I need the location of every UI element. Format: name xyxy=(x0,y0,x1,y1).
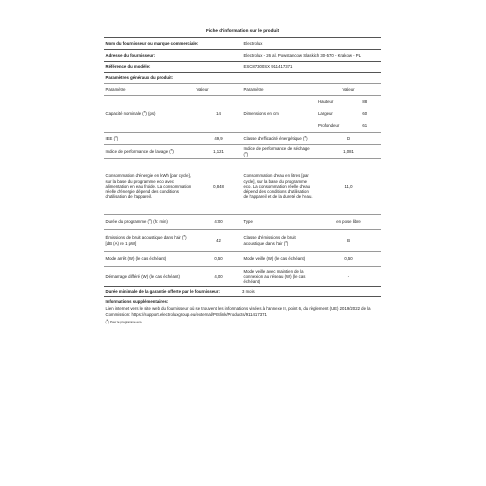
power-mode-row xyxy=(104,252,381,267)
general-parameters-heading: Paramètres généraux du produit: xyxy=(104,73,381,84)
info-table xyxy=(104,37,381,327)
capacity-label: Capacité nominale ($^a$) (ps) xyxy=(104,96,195,133)
model-value: ESC87300SX 911417371 xyxy=(242,62,381,73)
warranty-row xyxy=(104,287,381,297)
sheet-title: Fiche d'information sur le produit xyxy=(205,28,280,33)
additional-info-row xyxy=(104,297,381,328)
column-header-value-2: Valeur xyxy=(316,84,381,96)
warranty-label: Durée minimale de la garantie offerte par le fournisseur: xyxy=(104,287,242,297)
iee-row xyxy=(104,133,381,145)
column-header-row xyxy=(104,84,381,96)
energy-consumption-label: Consommation d'énergie en kWh [par cycle], sur la base du programme eco avec alimentation en eau froide. La consommation réelle d'énergie dépend des conditions d'utilisation de l'appareil. xyxy=(104,159,195,215)
supplier-address-value: Electrolux - 26 al. Powstancow Slaskich 30-570 - Krakow - PL xyxy=(242,50,381,62)
dimension-value: 60 xyxy=(362,111,368,117)
dimension-depth xyxy=(316,120,381,132)
cleaning-index-label: Indice de performance de lavage ($^a$) xyxy=(104,145,195,159)
delay-start-label: Démarrage différé (W) (le cas échéant) xyxy=(104,267,195,287)
dimension-width xyxy=(316,108,381,120)
standby-mode-label: Mode veille (W) (le cas échéant) xyxy=(242,252,316,267)
energy-class-label: Classe d'efficacité énergétique ($^a$) xyxy=(242,133,316,145)
delay-start-value: 4,00 xyxy=(195,267,242,287)
additional-info-cell xyxy=(104,297,381,328)
column-header-param-2: Paramètre xyxy=(242,84,316,96)
supplier-address-row xyxy=(104,50,381,62)
wash-row xyxy=(104,145,381,159)
type-label: Type xyxy=(242,215,316,230)
water-consumption-value: 11,0 xyxy=(316,159,381,215)
drying-index-label: Indice de performance de séchage ($^a$) xyxy=(242,145,316,159)
iee-label: IEE ($^a$) xyxy=(104,133,195,145)
model-row xyxy=(104,62,381,73)
general-header-row xyxy=(104,73,381,84)
column-header-value: Valeur xyxy=(195,84,242,96)
column-header-param: Paramètre xyxy=(104,84,195,96)
model-label: Référence du modèle: xyxy=(104,62,242,73)
off-mode-value: 0,50 xyxy=(195,252,242,267)
additional-info-heading: Informations supplémentaires: xyxy=(105,299,169,304)
dimension-label: Profondeur xyxy=(318,123,340,129)
dimension-value: 88 xyxy=(362,99,368,105)
dimension-label: Hauteur xyxy=(318,99,334,105)
product-information-sheet xyxy=(104,27,381,327)
delay-start-row xyxy=(104,267,381,287)
warranty-value: 3 mois xyxy=(242,287,381,297)
energy-class-value: D xyxy=(316,133,381,145)
off-mode-label: Mode arrêt (W) (le cas échéant) xyxy=(104,252,195,267)
drying-index-value: 1,081 xyxy=(316,145,381,159)
consumption-row xyxy=(104,159,381,215)
energy-consumption-value: 0,848 xyxy=(195,159,242,215)
capacity-row xyxy=(104,96,381,133)
type-value: en pose libre xyxy=(316,215,381,230)
noise-row xyxy=(104,230,381,252)
capacity-value: 14 xyxy=(195,96,242,133)
noise-emission-value: 42 xyxy=(195,230,242,252)
dimensions-label: Dimensions en cm xyxy=(242,96,316,133)
water-consumption-label: Consommation d'eau en litres [par cycle], sur la base du programme eco. La consommation réelle d'eau dépend des conditions d'utilisation de l'appareil et de la dureté de l'eau. xyxy=(242,159,316,215)
noise-emission-label: Émissions de bruit acoustique dans l'air ($^a$) [dB (A) re 1 pW] xyxy=(104,230,195,252)
supplier-address-label: Adresse du fournisseur: xyxy=(104,50,242,62)
dimension-label: Largeur xyxy=(318,111,333,117)
noise-class-label: Classe d'émissions de bruit acoustique dans l'air ($^a$) xyxy=(242,230,316,252)
dimensions-cell xyxy=(316,96,381,133)
additional-info-text: Lien internet vers le site web du fournisseur où se trouvent les informations visées à l'annexe II, point 6, du règlement (UE) 2019/2022 de la Commission: https://support.electroluxgroup.eu/external/PISlink/Products/911417371 xyxy=(105,306,371,317)
duration-row xyxy=(104,215,381,230)
networked-standby-label: Mode veille avec maintien de la connexion au réseau (W) (le cas échéant) xyxy=(242,267,316,287)
cleaning-index-value: 1,121 xyxy=(195,145,242,159)
program-duration-label: Durée du programme ($^a$) (h: min) xyxy=(104,215,195,230)
dimension-height xyxy=(316,96,381,108)
iee-value: 49,9 xyxy=(195,133,242,145)
supplier-name-row xyxy=(104,38,381,50)
supplier-name-label: Nom du fournisseur ou marque commerciale: xyxy=(104,38,242,50)
program-duration-value: 4:00 xyxy=(195,215,242,230)
dimension-value: 61 xyxy=(362,123,368,129)
standby-mode-value: 0,50 xyxy=(316,252,381,267)
dimensions-table xyxy=(316,96,381,132)
supplier-name-value: Electrolux xyxy=(242,38,381,50)
footnote: ($^a$) Pour le programme eco. xyxy=(105,317,143,324)
noise-class-value: B xyxy=(316,230,381,252)
networked-standby-value: - xyxy=(316,267,381,287)
